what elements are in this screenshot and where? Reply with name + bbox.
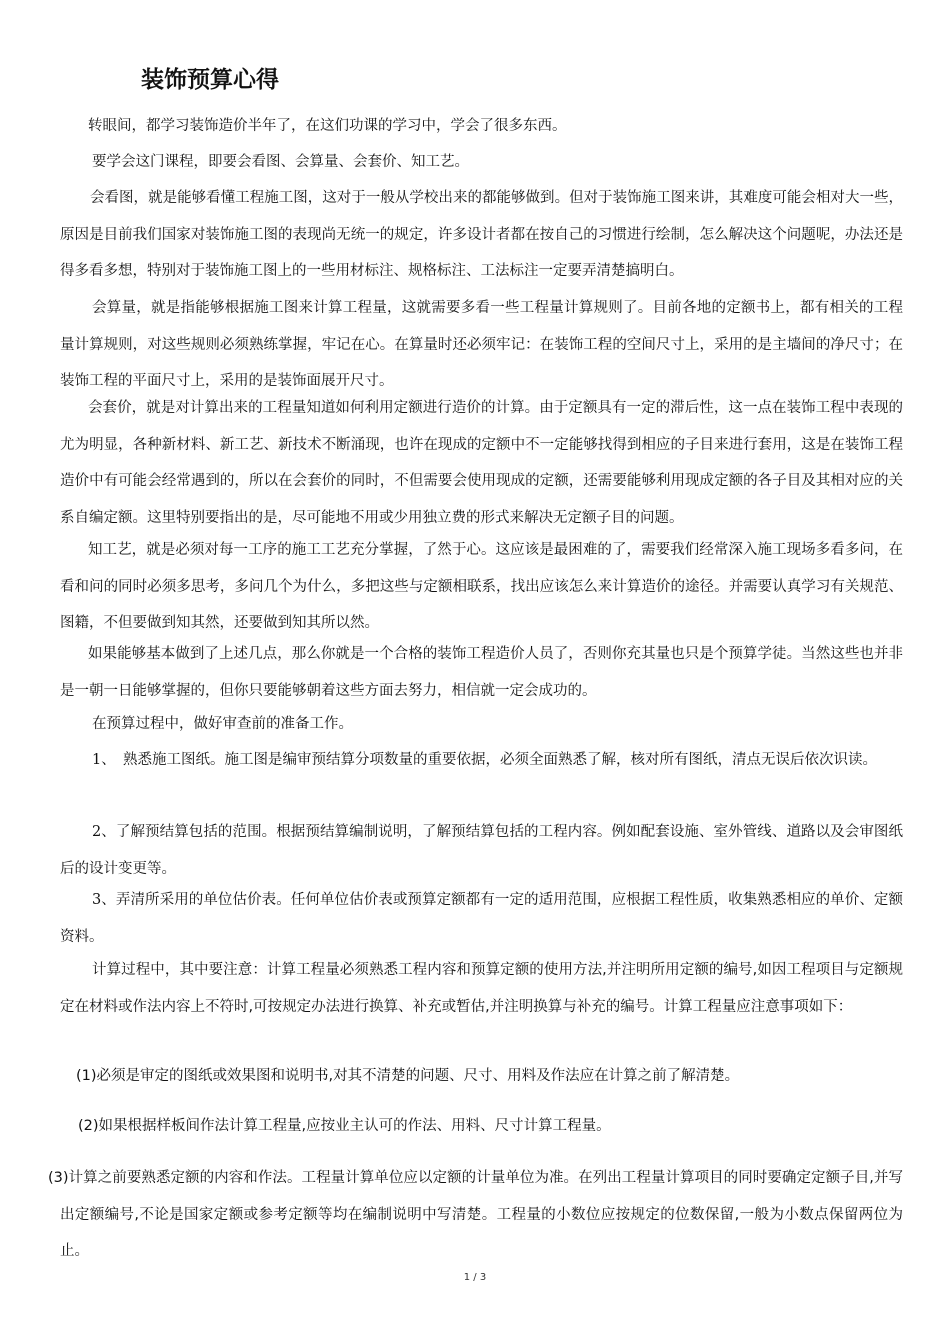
document-title: 装饰预算心得 <box>141 67 279 93</box>
paragraph-step-3: 3、弄清所采用的单位估价表。任何单位估价表或预算定额都有一定的适用范围，应根据工程性质，收集熟悉相应的单价、定额资料。 <box>60 892 903 945</box>
calculation-notes-lead: 计算过程中，其中要注意： <box>92 962 267 978</box>
list-item-1: (1)必须是审定的图纸或效果图和说明书,对其不清楚的问题、尺寸、用料及作法应在计算之前了解清楚。 <box>76 1068 740 1084</box>
paragraph-conclusion: 如果能够基本做到了上述几点，那么你就是一个合格的装饰工程造价人员了，否则你充其量也只是个预算学徒。当然这些也并非是一朝一日能够掌握的，但你只要能够朝着这些方面去努力，相信就一定会成功的。 <box>60 646 903 699</box>
paragraph-preparation: 在预算过程中，做好审查前的准备工作。 <box>92 716 353 732</box>
paragraph-quantity-calc: 会算量，就是指能够根据施工图来计算工程量，这就需要多看一些工程量计算规则了。目前各地的定额书上，都有相关的工程量计算规则，对这些规则必须熟练掌握，牢记在心。在算量时还必须牢记：在装饰工程的空间尺寸上，采用的是主墙间的净尺寸；在装饰工程的平面尺寸上，采用的是装饰面展开尺寸。 <box>60 300 903 389</box>
calculation-notes-text: 计算工程量必须熟悉工程内容和预算定额的使用方法,并注明所用定额的编号,如因工程项目与定额规定在材料或作法内容上不符时,可按规定办法进行换算、补充或暂估,并注明换算与补充的编号。计算工程量应注意事项如下： <box>60 962 904 1015</box>
list-item-3: (3)计算之前要熟悉定额的内容和作法。工程量计算单位应以定额的计量单位为准。在列出工程量计算项目的同时要确定定额子目,并写出定额编号,不论是国家定额或参考定额等均在编制说明中写清楚。工程量的小数位应按规定的位数保留,一般为小数点保留两位为止。 <box>48 1170 903 1259</box>
page-number: 1 / 3 <box>463 1272 487 1283</box>
paragraph-requirements: 要学会这门课程，即要会看图、会算量、会套价、知工艺。 <box>92 154 469 170</box>
paragraph-pricing: 会套价，就是对计算出来的工程量知道如何利用定额进行造价的计算。由于定额具有一定的滞后性，这一点在装饰工程中表现的尤为明显，各种新材料、新工艺、新技术不断涌现，也许在现成的定额中不一定能够找得到相应的子目来进行套用，这是在装饰工程造价中有可能会经常遇到的，所以在会套价的同时，不但需要会使用现成的定额，还需要能够利用现成定额的各子目及其相对应的关系自编定额。这里特别要指出的是，尽可能地不用或少用独立费的形式来解决无定额子目的问题。 <box>60 400 903 526</box>
paragraph-calculation-notes <box>60 952 903 1025</box>
paragraph-reading-drawings: 会看图，就是能够看懂工程施工图，这对于一般从学校出来的都能够做到。但对于装饰施工图来讲，其难度可能会相对大一些，原因是目前我们国家对装饰施工图的表现尚无统一的规定，许多设计者都在按自己的习惯进行绘制，怎么解决这个问题呢，办法还是得多看多想，特别对于装饰施工图上的一些用材标注、规格标注、工法标注一定要弄清楚搞明白。 <box>60 190 903 279</box>
paragraph-craftsmanship: 知工艺，就是必须对每一工序的施工工艺充分掌握，了然于心。这应该是最困难的了，需要我们经常深入施工现场多看多问，在看和问的同时必须多思考，多问几个为什么，多把这些与定额相联系，找出应该怎么来计算造价的途径。并需要认真学习有关规范、图籍，不但要做到知其然，还要做到知其所以然。 <box>60 542 903 631</box>
paragraph-intro: 转眼间，都学习装饰造价半年了，在这们功课的学习中，学会了很多东西。 <box>88 118 567 134</box>
paragraph-step-1: 1、 熟悉施工图纸。施工图是编审预结算分项数量的重要依据，必须全面熟悉了解，核对所有图纸，清点无误后依次识读。 <box>92 752 877 768</box>
paragraph-step-2: 2、了解预结算包括的范围。根据预结算编制说明，了解预结算包括的工程内容。例如配套设施、室外管线、道路以及会审图纸后的设计变更等。 <box>60 824 903 877</box>
list-item-2: (2)如果根据样板间作法计算工程量,应按业主认可的作法、用料、尺寸计算工程量。 <box>78 1118 611 1134</box>
